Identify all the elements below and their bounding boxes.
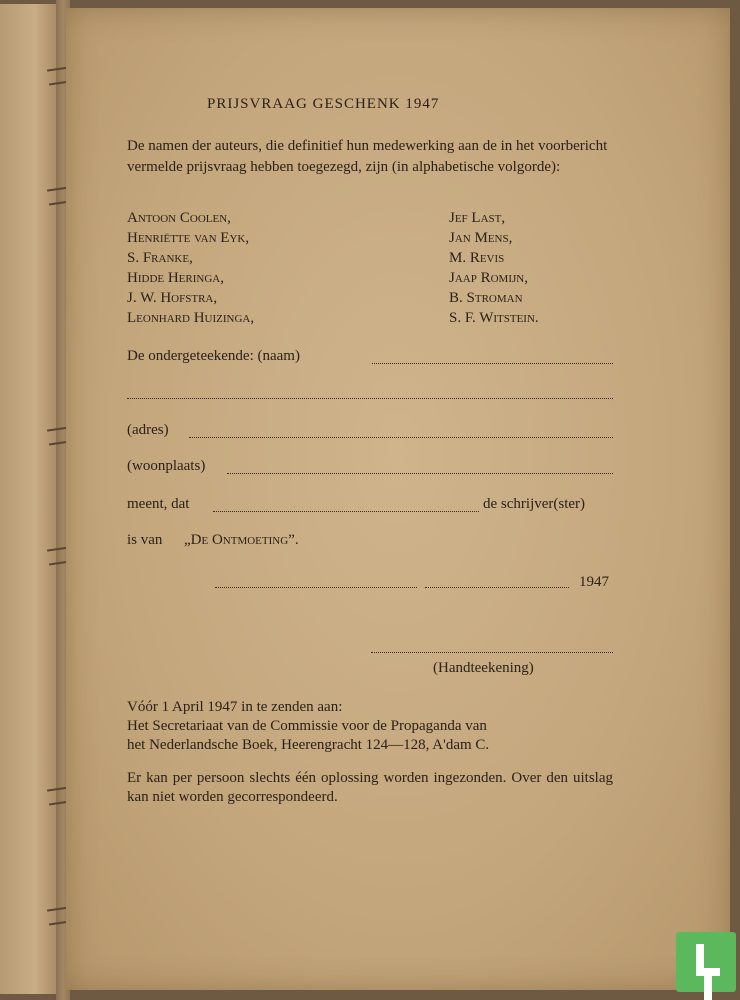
page-title: PRIJSVRAAG GESCHENK 1947 [207, 96, 440, 112]
city-row [127, 458, 613, 478]
footer-instructions [127, 698, 613, 807]
address-field[interactable] [189, 437, 613, 438]
author-name: S. Franke, [127, 250, 193, 266]
author-name: J. W. Hofstra, [127, 290, 218, 306]
name-label: De ondergeteekende: (naam) [127, 348, 300, 364]
author-name: S. F. Witstein. [449, 310, 539, 326]
author-name: B. Stroman [449, 290, 523, 306]
author-column-right [449, 208, 539, 328]
address-line: het Nederlandsche Boek, Heerengracht 124—128, A'dam C. [127, 737, 490, 753]
rule-text: Er kan per persoon slechts één oplossing worden ingezonden. Over den uitslag kan niet worden gecorrespondeerd. [127, 770, 613, 805]
year-text: 1947 [579, 574, 609, 590]
address-line: Het Secretariaat van de Commissie voor de Propaganda van [127, 718, 487, 734]
previous-page-edge [0, 4, 59, 994]
watermark-logo-icon [676, 932, 736, 992]
intro-paragraph: De namen der auteurs, die definitief hun medewerking aan de in het voorbericht vermelde prijsvraag hebben toegezegd, zijn (in alphabetische volgorde): [127, 138, 608, 175]
signature-label: (Handteekening) [433, 660, 534, 676]
opinion-label: meent, dat [127, 496, 190, 512]
signature-field[interactable] [371, 652, 613, 653]
author-name: Jaap Romijn, [449, 270, 528, 286]
author-name: Henriëtte van Eyk, [127, 230, 250, 246]
book-row [127, 532, 613, 552]
deadline-text: Vóór 1 April 1947 in te zenden aan: [127, 699, 343, 715]
author-column-left [127, 208, 254, 328]
author-name: Antoon Coolen, [127, 210, 231, 226]
name-row [127, 348, 613, 368]
author-name: Jef Last, [449, 210, 506, 226]
author-name: Jan Mens, [449, 230, 513, 246]
date-field[interactable] [425, 587, 569, 588]
author-name: Hidde Heringa, [127, 270, 224, 286]
address-row [127, 422, 613, 442]
book-prefix: is van [127, 532, 163, 548]
date-row [127, 574, 613, 594]
name-field[interactable] [372, 363, 613, 364]
name-field-continued[interactable] [127, 398, 613, 399]
writer-label: de schrijver(ster) [483, 496, 586, 512]
address-label: (adres) [127, 422, 169, 438]
author-name: M. Revis [449, 250, 505, 266]
book-title-field[interactable] [213, 511, 479, 512]
opinion-row [127, 496, 613, 516]
city-label: (woonplaats) [127, 458, 206, 474]
date-place-field[interactable] [215, 587, 417, 588]
city-field[interactable] [227, 473, 613, 474]
book-title: „De Ontmoeting”. [184, 532, 299, 548]
author-name: Leonhard Huizinga, [127, 310, 255, 326]
